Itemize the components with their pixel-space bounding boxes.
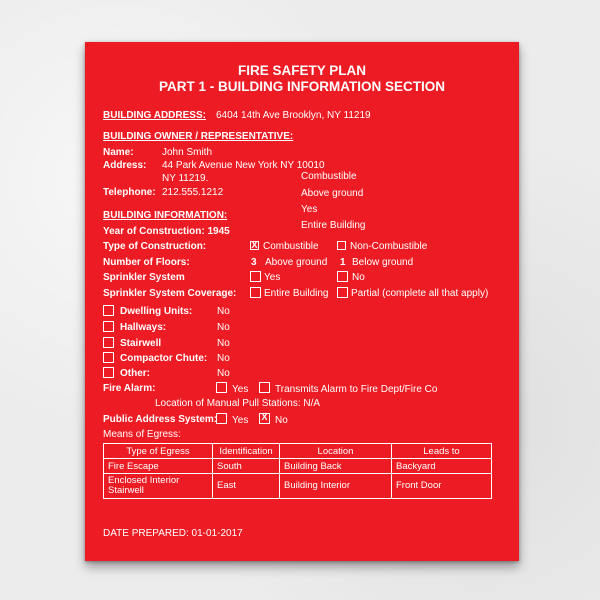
- owner-telephone-value: 212.555.1212: [162, 187, 224, 198]
- compactor-chute-label: Compactor Chute:: [120, 353, 208, 364]
- owner-address-line2: NY 11219.: [162, 173, 209, 184]
- note-yes: Yes: [301, 204, 318, 215]
- pa-no-checkbox[interactable]: X: [259, 413, 270, 424]
- transmits-alarm-label: Transmits Alarm to Fire Dept/Fire Co: [275, 384, 438, 395]
- sprinkler-yes-checkbox[interactable]: [250, 271, 261, 282]
- coverage-entire-checkbox[interactable]: [250, 287, 261, 298]
- egress-table: [103, 443, 492, 499]
- coverage-label: Sprinkler System Coverage:: [103, 288, 237, 299]
- owner-name-value: John Smith: [162, 147, 213, 158]
- note-entire-building: Entire Building: [301, 220, 366, 231]
- hallways-label: Hallways:: [120, 322, 167, 333]
- egress-header-leads-to: Leads to: [392, 444, 492, 459]
- egress-header-identification: Identification: [213, 444, 280, 459]
- building-address-label: BUILDING ADDRESS:: [103, 110, 206, 121]
- sprinkler-no-checkbox[interactable]: [337, 271, 348, 282]
- floors-above-count: 3: [251, 257, 257, 268]
- egress-cell: Backyard: [392, 459, 492, 474]
- dwelling-units-label: Dwelling Units:: [120, 306, 193, 317]
- other-value: No: [217, 368, 230, 379]
- table-row: [104, 474, 492, 499]
- pa-yes-checkbox[interactable]: [216, 413, 227, 424]
- non-combustible-label: Non-Combustible: [350, 241, 428, 252]
- sign-title: FIRE SAFETY PLAN: [237, 63, 366, 78]
- dwelling-units-checkbox[interactable]: [103, 305, 114, 316]
- egress-cell: Building Interior: [280, 474, 392, 499]
- egress-cell: Fire Escape: [104, 459, 213, 474]
- combustible-label: Combustible: [263, 241, 319, 252]
- sprinkler-label: Sprinkler System: [103, 272, 185, 283]
- owner-heading: BUILDING OWNER / REPRESENTATIVE:: [103, 131, 294, 142]
- owner-telephone-label: Telephone:: [103, 187, 156, 198]
- non-combustible-checkbox[interactable]: [337, 241, 346, 250]
- date-prepared: DATE PREPARED: 01-01-2017: [103, 528, 243, 539]
- compactor-chute-value: No: [217, 353, 230, 364]
- stairwell-label: Stairwell: [120, 338, 162, 349]
- pull-stations-text: Location of Manual Pull Stations: N/A: [155, 398, 321, 409]
- egress-cell: South: [213, 459, 280, 474]
- floors-label: Number of Floors:: [103, 257, 190, 268]
- dwelling-units-value: No: [217, 306, 230, 317]
- egress-cell: Enclosed Interior Stairwell: [104, 474, 213, 499]
- egress-table-header: [104, 444, 492, 459]
- means-of-egress-label: Means of Egress:: [103, 429, 181, 440]
- sprinkler-yes-label: Yes: [264, 272, 281, 283]
- hallways-value: No: [217, 322, 230, 333]
- stairwell-checkbox[interactable]: [103, 337, 114, 348]
- year-of-construction: Year of Construction: 1945: [103, 226, 230, 237]
- construction-type-label: Type of Construction:: [103, 241, 207, 252]
- egress-header-location: Location: [280, 444, 392, 459]
- fire-safety-plan-sign: [85, 42, 519, 561]
- owner-address-label: Address:: [103, 160, 147, 171]
- hallways-checkbox[interactable]: [103, 321, 114, 332]
- compactor-chute-checkbox[interactable]: [103, 352, 114, 363]
- floors-above-text: Above ground: [265, 257, 328, 268]
- stairwell-value: No: [217, 338, 230, 349]
- fire-alarm-yes-label: Yes: [232, 384, 249, 395]
- floors-below-count: 1: [340, 257, 346, 268]
- building-info-heading: BUILDING INFORMATION:: [103, 210, 228, 221]
- coverage-partial-label: Partial (complete all that apply): [351, 288, 489, 299]
- sprinkler-no-label: No: [352, 272, 365, 283]
- note-combustible: Combustible: [301, 171, 357, 182]
- pa-no-label: No: [275, 415, 288, 426]
- owner-name-label: Name:: [103, 147, 134, 158]
- building-address-value: 6404 14th Ave Brooklyn, NY 11219: [216, 110, 371, 121]
- table-row: [104, 459, 492, 474]
- egress-cell: Building Back: [280, 459, 392, 474]
- owner-address-line1: 44 Park Avenue New York NY 10010: [162, 160, 325, 171]
- egress-cell: Front Door: [392, 474, 492, 499]
- coverage-entire-label: Entire Building: [264, 288, 329, 299]
- coverage-partial-checkbox[interactable]: [337, 287, 348, 298]
- other-checkbox[interactable]: [103, 367, 114, 378]
- egress-header-type: Type of Egress: [104, 444, 213, 459]
- combustible-checkbox[interactable]: X: [251, 240, 258, 250]
- egress-cell: East: [213, 474, 280, 499]
- transmits-alarm-checkbox[interactable]: [259, 382, 270, 393]
- fire-alarm-label: Fire Alarm:: [103, 383, 156, 394]
- public-address-label: Public Address System:: [103, 414, 218, 425]
- fire-alarm-yes-checkbox[interactable]: [216, 382, 227, 393]
- note-above-ground: Above ground: [301, 188, 364, 199]
- sign-subtitle: PART 1 - BUILDING INFORMATION SECTION: [159, 79, 445, 94]
- floors-below-text: Below ground: [352, 257, 414, 268]
- other-label: Other:: [120, 368, 150, 379]
- pa-yes-label: Yes: [232, 415, 249, 426]
